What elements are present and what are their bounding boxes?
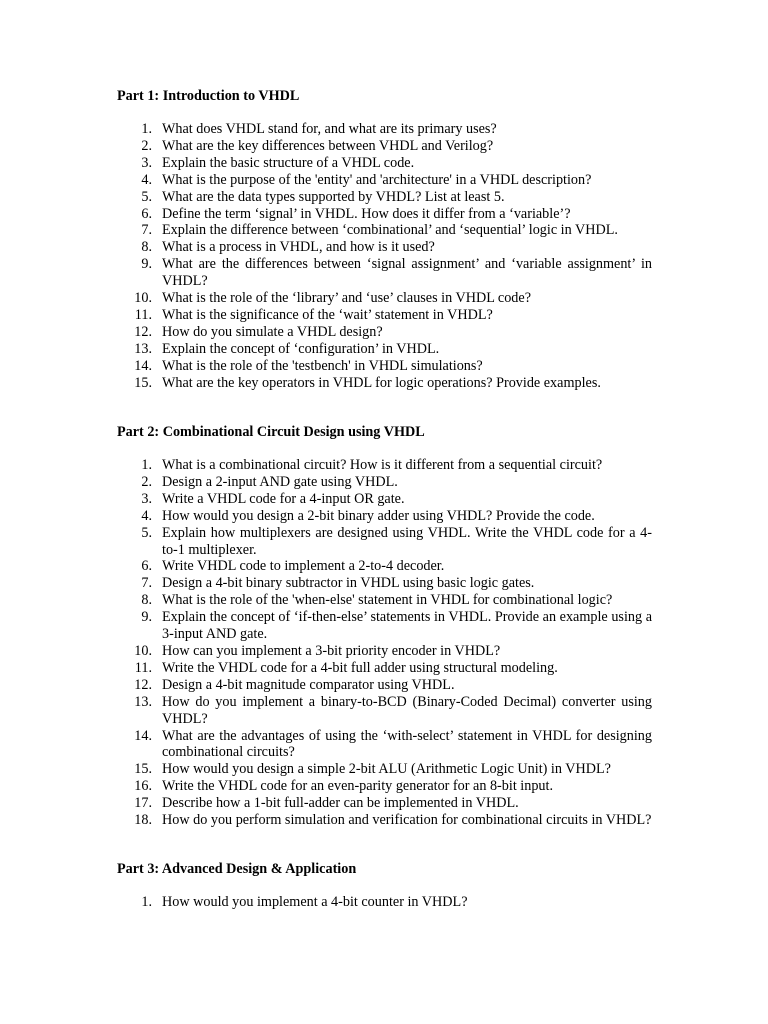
question-text: What are the differences between ‘signal assignment’ and ‘variable assignment’ in VHDL? (162, 256, 652, 290)
question-item (0, 358, 768, 375)
part-3-question-list (0, 894, 768, 911)
question-number: 1. (141, 457, 152, 473)
question-text: Write a VHDL code for a 4-input OR gate. (162, 490, 405, 507)
question-item (0, 694, 768, 728)
question-item (0, 894, 768, 911)
question-item (0, 307, 768, 324)
question-item (0, 474, 768, 491)
question-number: 15. (134, 374, 152, 391)
question-number: 7. (141, 222, 152, 239)
question-number: 2. (141, 137, 152, 154)
question-text: What is the role of the 'when-else' statement in VHDL for combinational logic? (162, 592, 613, 609)
question-number: 9. (141, 256, 152, 273)
question-number: 6. (141, 205, 152, 222)
question-item (0, 592, 768, 609)
question-item (0, 812, 768, 829)
question-item (0, 728, 768, 762)
question-item (0, 375, 768, 392)
question-text: Explain the concept of ‘if-then-else’ statements in VHDL. Provide an example using a 3-input AND gate. (162, 609, 652, 643)
question-item (0, 256, 768, 290)
question-number: 6. (141, 558, 152, 575)
question-text: Explain the basic structure of a VHDL code. (162, 154, 415, 171)
question-text: Write the VHDL code for a 4-bit full adder using structural modeling. (162, 659, 558, 676)
question-number: 1. (141, 894, 152, 910)
question-item (0, 575, 768, 592)
question-number: 7. (141, 575, 152, 592)
question-item (0, 290, 768, 307)
question-text: How do you perform simulation and verification for combinational circuits in VHDL? (162, 812, 652, 829)
question-text: What does VHDL stand for, and what are its primary uses? (162, 121, 497, 137)
question-text: What is the purpose of the 'entity' and 'architecture' in a VHDL description? (162, 171, 592, 188)
question-number: 10. (134, 642, 152, 659)
question-number: 18. (134, 812, 152, 829)
question-text: Explain how multiplexers are designed using VHDL. Write the VHDL code for a 4-to-1 multiplexer. (162, 524, 652, 558)
question-item (0, 558, 768, 575)
question-number: 16. (134, 778, 152, 795)
question-item (0, 206, 768, 223)
question-item (0, 609, 768, 643)
question-item (0, 677, 768, 694)
question-text: What is the role of the ‘library’ and ‘use’ clauses in VHDL code? (162, 290, 531, 307)
question-number: 12. (134, 676, 152, 693)
question-text: Describe how a 1-bit full-adder can be implemented in VHDL. (162, 795, 519, 812)
question-text: What are the key operators in VHDL for logic operations? Provide examples. (162, 374, 601, 391)
question-text: What is a process in VHDL, and how is it used? (162, 239, 435, 256)
question-text: Define the term ‘signal’ in VHDL. How does it differ from a ‘variable’? (162, 205, 571, 222)
question-number: 8. (141, 239, 152, 256)
question-text: Design a 2-input AND gate using VHDL. (162, 473, 398, 490)
question-number: 1. (141, 121, 152, 137)
question-text: How do you simulate a VHDL design? (162, 323, 383, 340)
question-number: 4. (141, 507, 152, 524)
question-text: What are the advantages of using the ‘with-select’ statement in VHDL for designing combinational circuits? (162, 727, 652, 761)
question-item (0, 222, 768, 239)
question-number: 13. (134, 340, 152, 357)
question-item (0, 341, 768, 358)
question-number: 8. (141, 592, 152, 609)
part-2-heading: Part 2: Combinational Circuit Design using VHDL (117, 424, 425, 440)
question-text: What is the role of the 'testbench' in VHDL simulations? (162, 357, 483, 374)
question-number: 17. (134, 795, 152, 812)
question-item (0, 138, 768, 155)
question-item (0, 457, 768, 474)
question-item (0, 525, 768, 559)
question-text: How would you design a 2-bit binary adder using VHDL? Provide the code. (162, 507, 595, 524)
question-text: Write the VHDL code for an even-parity generator for an 8-bit input. (162, 778, 554, 795)
question-number: 5. (141, 524, 152, 541)
question-item (0, 491, 768, 508)
question-number: 15. (134, 761, 152, 778)
question-text: Explain the concept of ‘configuration’ in VHDL. (162, 340, 440, 357)
question-text: What is the significance of the ‘wait’ statement in VHDL? (162, 306, 493, 323)
part-3-heading: Part 3: Advanced Design & Application (117, 861, 357, 877)
part-1-question-list (0, 121, 768, 392)
question-text: Write VHDL code to implement a 2-to-4 decoder. (162, 558, 445, 575)
question-number: 14. (134, 727, 152, 744)
question-item (0, 189, 768, 206)
question-number: 14. (134, 357, 152, 374)
question-item (0, 761, 768, 778)
question-text: What are the data types supported by VHDL? List at least 5. (162, 188, 505, 205)
question-text: Explain the difference between ‘combinational’ and ‘sequential’ logic in VHDL. (162, 222, 618, 239)
question-text: Design a 4-bit binary subtractor in VHDL using basic logic gates. (162, 575, 535, 592)
question-number: 9. (141, 609, 152, 626)
question-item (0, 324, 768, 341)
question-number: 4. (141, 171, 152, 188)
question-number: 5. (141, 188, 152, 205)
question-item (0, 155, 768, 172)
question-number: 11. (134, 659, 152, 676)
question-text: How do you implement a binary-to-BCD (Binary-Coded Decimal) converter using VHDL? (162, 693, 652, 727)
question-item (0, 660, 768, 677)
question-text: What are the key differences between VHDL and Verilog? (162, 137, 494, 154)
question-number: 2. (141, 473, 152, 490)
question-text: How would you implement a 4-bit counter in VHDL? (162, 894, 468, 910)
question-item (0, 643, 768, 660)
question-text: How can you implement a 3-bit priority encoder in VHDL? (162, 642, 501, 659)
question-number: 3. (141, 154, 152, 171)
question-text: Design a 4-bit magnitude comparator using VHDL. (162, 676, 455, 693)
question-number: 13. (134, 693, 152, 710)
question-item (0, 239, 768, 256)
question-item (0, 795, 768, 812)
question-number: 11. (134, 306, 152, 323)
question-item (0, 121, 768, 138)
question-number: 12. (134, 323, 152, 340)
question-text: How would you design a simple 2-bit ALU (Arithmetic Logic Unit) in VHDL? (162, 761, 611, 778)
part-2-question-list (0, 457, 768, 829)
question-number: 3. (141, 490, 152, 507)
part-1-heading: Part 1: Introduction to VHDL (117, 88, 300, 104)
question-number: 10. (134, 290, 152, 307)
question-item (0, 778, 768, 795)
question-text: What is a combinational circuit? How is it different from a sequential circuit? (162, 457, 603, 473)
question-item (0, 508, 768, 525)
question-item (0, 172, 768, 189)
